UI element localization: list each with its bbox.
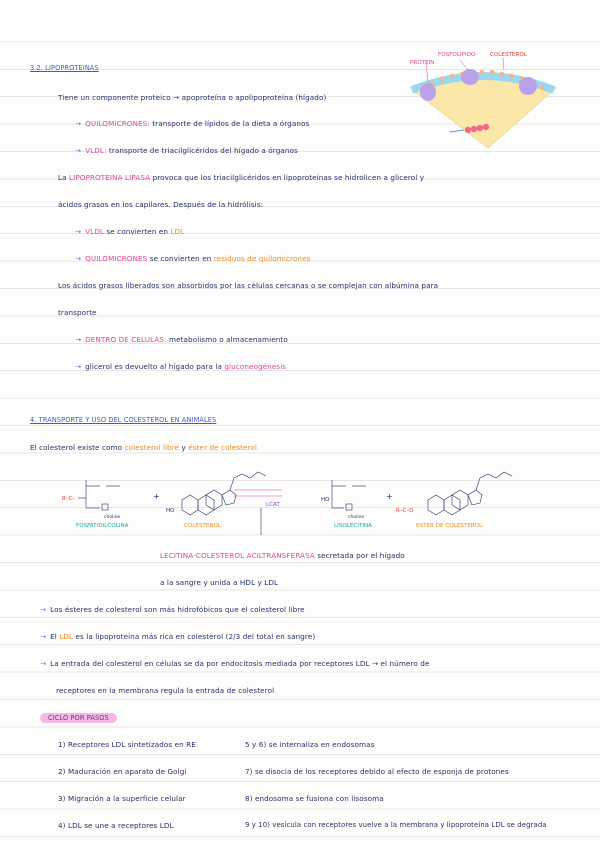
arrow-icon: → <box>40 659 47 668</box>
step-left-1: 1) Receptores LDL sintetizados en RE <box>58 740 196 749</box>
arrow-icon: → <box>75 119 82 128</box>
steps-title-wrap <box>40 713 117 723</box>
text-fa-2: transporte <box>58 308 97 317</box>
plus-sign-2: + <box>386 492 393 501</box>
bullet-dentro <box>75 335 288 344</box>
label-fosfolipido: FOSFOLIPIDO <box>438 52 476 58</box>
bullet-ldl <box>40 632 315 641</box>
term-quilomicrones: QUILOMICRONES: <box>85 119 150 128</box>
arrow-icon: → <box>75 146 82 155</box>
label-colesterol-mol: COLESTEROL <box>184 523 221 529</box>
text-intro-mid: y <box>181 443 186 452</box>
plus-sign-1: + <box>153 492 160 501</box>
text-lpl-body: provoca que los triacilglicéridos en lipoproteínas se hidrolicen a glicerol y <box>152 173 425 182</box>
text-colesterol-intro <box>30 443 257 452</box>
label-protein: PROTEIN <box>410 60 435 66</box>
lipoprotein-figure <box>408 50 558 150</box>
bullet-vldl <box>75 146 298 155</box>
step-right-4: 9 y 10) vesícula con receptores vuelve a la membrana y lipoproteína LDL se degrada <box>245 821 547 829</box>
label-lisolecitina: LISOLECITINA <box>334 523 373 529</box>
step-left-2: 2) Maduración en aparato de Golgi <box>58 767 187 776</box>
arrow-icon: → <box>75 254 82 263</box>
text-entrada-2: receptores en la membrana regula la entrada de colesterol <box>56 686 275 695</box>
arrow-icon: → <box>40 605 47 614</box>
text-ldl-body: es la lipoproteína más rica en colesterol (2/3 del total en sangre) <box>75 632 316 641</box>
term-dentro: DENTRO DE CELULAS: <box>85 335 167 344</box>
arrow-icon: → <box>40 632 47 641</box>
label-fosfatidilcolina: FOSFATIDILCOLINA <box>76 523 129 529</box>
step-left-4: 4) LDL se une a receptores LDL <box>58 821 174 830</box>
text-fa: Los ácidos grasos liberados son absorbidos por las células cercanas o se complejan con albúmina para <box>58 281 439 290</box>
term-quilo-conv: QUILOMICRONES <box>85 254 148 263</box>
term-ester-colesterol: éster de colesterol <box>188 443 258 452</box>
text-quilo-conv: se convierten en <box>149 254 212 263</box>
section-title-lipoproteinas: 3.2. LIPOPROTEINAS <box>30 64 99 72</box>
text-dentro: metabolismo o almacenamiento <box>169 335 288 344</box>
section-title-colesterol: 4. TRANSPORTE Y USO DEL COLESTEROL EN ANIMALES <box>30 416 217 424</box>
bullet-quilomicrones <box>75 119 309 128</box>
text-lcat <box>160 551 405 560</box>
svg-text:HO: HO <box>321 497 330 503</box>
arrow-icon: → <box>75 227 82 236</box>
svg-text:HO: HO <box>166 508 175 514</box>
term-vldl-conv: VLDL <box>85 227 104 236</box>
text-intro: Tiene un componente proteico → apoproteína o apolipoproteína (hígado) <box>58 93 327 102</box>
bullet-esteres <box>40 605 305 614</box>
steps-title-tag: CICLO POR PASOS <box>40 713 117 723</box>
text-esteres: Los ésteres de colesterol son más hidrofóbicos que el colesterol libre <box>50 605 305 614</box>
term-gluconeogenesis: gluconeogénesis <box>224 362 287 371</box>
term-colesterol-libre: colesterol libre <box>124 443 180 452</box>
arrow-icon: → <box>75 362 82 371</box>
bullet-glicerol <box>75 362 286 371</box>
bullet-entrada <box>40 659 429 668</box>
term-vldl: VLDL: <box>85 146 107 155</box>
text-ldl-pre: El <box>50 632 57 641</box>
text-lcat-body: secretada por el hígado <box>317 551 405 560</box>
text-vldl-conv: se convierten en <box>106 227 169 236</box>
label-colesterol: COLESTEROL <box>490 52 527 58</box>
term-ldl-2: LDL <box>59 632 74 641</box>
text-intro-pre: El colesterol existe como <box>30 443 123 452</box>
bullet-vldl-conv <box>75 227 184 236</box>
term-ldl: LDL <box>170 227 185 236</box>
text-lpl-2: ácidos grasos en los capilares. Después de la hidrólisis: <box>58 200 264 209</box>
text-entrada: La entrada del colesterol en células se da por endocitosis mediada por receptores LDL → el número de <box>50 659 430 668</box>
term-lcat: LECITINA-COLESTEROL ACILTRANSFERASA <box>160 551 315 560</box>
text-vldl: transporte de triacilglicéridos del hígado a órganos <box>108 146 298 155</box>
choline-text-2: choline <box>348 515 365 520</box>
text-glicerol: glicerol es devuelto al hígado para la <box>85 362 222 371</box>
text-lpl-pre: La <box>58 173 67 182</box>
text-lcat-2: a la sangre y unida a HDL y LDL <box>160 578 279 587</box>
reaction-scheme <box>56 460 556 535</box>
svg-text:R–C–: R–C– <box>62 496 76 502</box>
step-right-1: 5 y 6) se internaliza en endosomas <box>245 740 375 749</box>
label-lcat-enzyme: LCAT <box>266 502 280 508</box>
choline-text-1: choline <box>104 515 121 520</box>
bullet-quilo-conv <box>75 254 310 263</box>
text-lpl <box>58 173 424 182</box>
text-quilomicrones: transporte de lípidos de la dieta a órganos <box>152 119 310 128</box>
arrow-icon: → <box>75 335 82 344</box>
step-left-3: 3) Migración a la superficie celular <box>58 794 186 803</box>
step-right-2: 7) se disocia de los receptores debido al efecto de esponja de protones <box>245 767 509 776</box>
term-lpl: LIPOPROTEINA LIPASA <box>69 173 151 182</box>
term-residuos: residuos de quilomicrones <box>213 254 311 263</box>
step-right-3: 8) endosoma se fusiona con lisosoma <box>245 794 384 803</box>
svg-text:R–C–O: R–C–O <box>396 508 414 514</box>
label-ester-colesterol: ESTER DE COLESTEROL <box>416 523 483 529</box>
